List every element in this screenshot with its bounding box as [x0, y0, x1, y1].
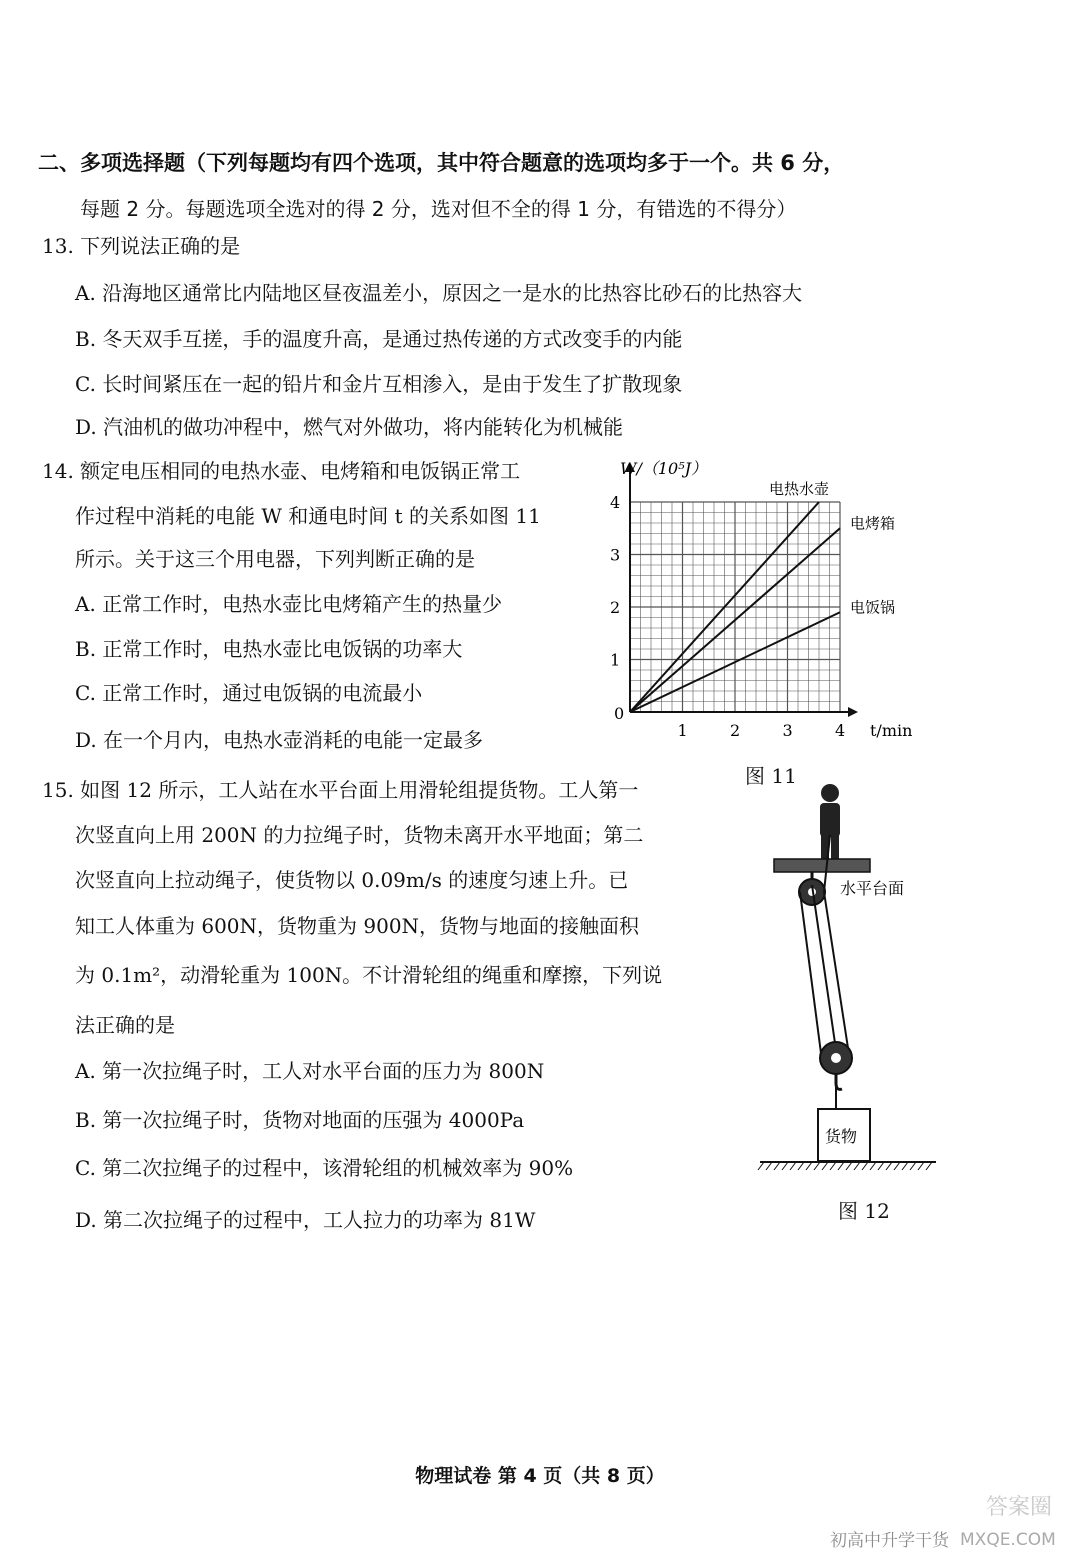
q15-stem-line-2: 次竖直向上用 200N 的力拉绳子时，货物未离开水平地面；第二	[75, 823, 644, 847]
q14-stem-line-1: 14. 额定电压相同的电热水壶、电烤箱和电饭锅正常工	[42, 459, 521, 483]
y-tick-label: 3	[610, 545, 621, 565]
q15-option-b: B. 第一次拉绳子时，货物对地面的压强为 4000Pa	[75, 1108, 525, 1132]
hatch-mark	[806, 1162, 812, 1170]
q14-option-c: C. 正常工作时，通过电饭锅的电流最小	[75, 681, 423, 705]
hatch-mark	[902, 1162, 908, 1170]
y-axis-label: W/（10⁵J）	[620, 459, 708, 478]
series-label: 电饭锅	[850, 598, 896, 617]
y-tick-label: 2	[610, 598, 621, 617]
hatch-mark	[838, 1162, 844, 1170]
cargo-label: 货物	[825, 1127, 858, 1146]
q15-stem-line-6: 法正确的是	[75, 1013, 175, 1037]
hatch-mark	[926, 1162, 932, 1170]
hatch-mark	[886, 1162, 892, 1170]
hatch-mark	[910, 1162, 916, 1170]
figure-12-caption: 图 12	[838, 1199, 890, 1223]
q13-option-a: A. 沿海地区通常比内陆地区昼夜温差小，原因之一是水的比热容比砂石的比热容大	[75, 281, 803, 305]
watermark-brand: 答案圈	[985, 1495, 1052, 1520]
ground-hatch	[758, 1162, 932, 1170]
x-tick-label: 0	[614, 704, 625, 723]
x-axis-label: t/min	[870, 721, 913, 740]
y-tick-labels	[610, 493, 620, 670]
q13-option-d: D. 汽油机的做功冲程中，燃气对外做功，将内能转化为机械能	[75, 415, 624, 439]
q15-option-d: D. 第二次拉绳子的过程中，工人拉力的功率为 81W	[75, 1208, 536, 1232]
chart-grid	[630, 502, 840, 712]
hatch-mark	[878, 1162, 884, 1170]
hatch-mark	[766, 1162, 772, 1170]
hatch-mark	[830, 1162, 836, 1170]
x-tick-label: 3	[782, 721, 793, 740]
hatch-mark	[782, 1162, 788, 1170]
q15-stem-line-1: 15. 如图 12 所示，工人站在水平台面上用滑轮组提货物。工人第一	[42, 778, 639, 802]
section-heading: 二、多项选择题（下列每题均有四个选项，其中符合题意的选项均多于一个。共 6 分，	[38, 151, 845, 175]
q15-option-c: C. 第二次拉绳子的过程中，该滑轮组的机械效率为 90%	[75, 1156, 574, 1180]
hatch-mark	[862, 1162, 868, 1170]
x-tick-label: 4	[835, 721, 846, 740]
q15-stem-line-5: 为 0.1m²，动滑轮重为 100N。不计滑轮组的绳重和摩擦，下列说	[75, 963, 663, 987]
q15-stem-line-4: 知工人体重为 600N，货物重为 900N，货物与地面的接触面积	[75, 914, 640, 938]
q15-stem-line-3: 次竖直向上拉动绳子，使货物以 0.09m/s 的速度匀速上升。已	[75, 868, 629, 892]
hatch-mark	[870, 1162, 876, 1170]
hatch-mark	[894, 1162, 900, 1170]
hatch-mark	[846, 1162, 852, 1170]
page-footer: 物理试卷 第 4 页（共 8 页）	[415, 1465, 665, 1487]
figure-11-chart	[590, 450, 920, 750]
section-heading-rules: 每题 2 分。每题选项全选对的得 2 分，选对但不全的得 1 分，有错选的不得分）	[80, 197, 797, 221]
q13-option-b: B. 冬天双手互搓，手的温度升高，是通过热传递的方式改变手的内能	[75, 327, 683, 351]
hatch-mark	[758, 1162, 764, 1170]
q14-stem-line-3: 所示。关于这三个用电器，下列判断正确的是	[75, 547, 475, 571]
worker-figure	[820, 784, 840, 859]
hatch-mark	[814, 1162, 820, 1170]
hatch-mark	[918, 1162, 924, 1170]
x-tick-labels	[614, 704, 845, 740]
hatch-mark	[854, 1162, 860, 1170]
series-label: 电热水壶	[769, 480, 830, 498]
series-label: 电烤箱	[850, 514, 896, 533]
q14-option-a: A. 正常工作时，电热水壶比电烤箱产生的热量少	[75, 592, 503, 616]
q13-stem: 13. 下列说法正确的是	[42, 234, 241, 258]
q14-stem-line-2: 作过程中消耗的电能 W 和通电时间 t 的关系如图 11	[75, 504, 541, 528]
watermark-site: MXQE.COM	[960, 1530, 1056, 1550]
y-tick-label: 4	[610, 493, 621, 512]
x-tick-label: 2	[730, 721, 741, 740]
platform-label: 水平台面	[840, 879, 905, 898]
q14-option-b: B. 正常工作时，电热水壶比电饭锅的功率大	[75, 637, 463, 661]
y-tick-label: 1	[610, 650, 621, 670]
hatch-mark	[798, 1162, 804, 1170]
chart-series	[630, 480, 895, 712]
platform	[774, 859, 870, 872]
q15-option-a: A. 第一次拉绳子时，工人对水平台面的压力为 800N	[75, 1059, 545, 1083]
x-tick-label: 1	[677, 721, 688, 740]
figure-11-caption: 图 11	[745, 764, 797, 788]
hatch-mark	[790, 1162, 796, 1170]
figure-12-pulley-diagram	[750, 775, 960, 1175]
watermark-account: 初高中升学干货	[830, 1531, 949, 1551]
hatch-mark	[774, 1162, 780, 1170]
q13-option-c: C. 长时间紧压在一起的铅片和金片互相渗入，是由于发生了扩散现象	[75, 372, 683, 396]
q14-option-d: D. 在一个月内，电热水壶消耗的电能一定最多	[75, 728, 484, 752]
hatch-mark	[822, 1162, 828, 1170]
